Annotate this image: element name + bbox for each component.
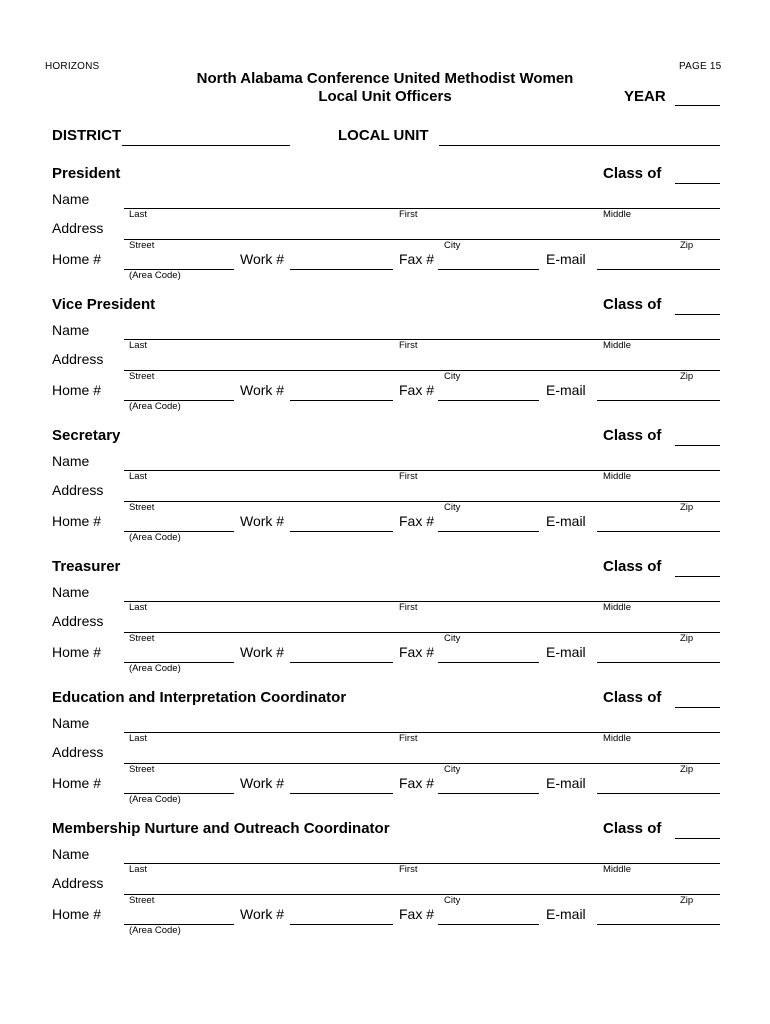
class-of-field[interactable]: [675, 314, 720, 315]
fax-label: Fax #: [399, 382, 435, 398]
fax-label: Fax #: [399, 513, 435, 529]
first-caption: First: [399, 864, 418, 875]
fax-field[interactable]: [438, 662, 539, 663]
email-label: E-mail: [546, 644, 586, 660]
address-field[interactable]: [124, 632, 720, 633]
fax-field[interactable]: [438, 269, 539, 270]
address-label: Address: [52, 613, 104, 629]
area-code-caption: (Area Code): [129, 794, 181, 805]
name-label: Name: [52, 846, 90, 862]
section-title: President: [52, 165, 121, 182]
middle-caption: Middle: [603, 209, 631, 220]
home-phone-label: Home #: [52, 251, 102, 267]
street-caption: Street: [129, 895, 155, 906]
city-caption: City: [444, 764, 461, 775]
section-title: Treasurer: [52, 558, 121, 575]
form-subtitle: Local Unit Officers: [318, 88, 452, 105]
fax-field[interactable]: [438, 400, 539, 401]
work-phone-field[interactable]: [290, 662, 393, 663]
zip-caption: Zip: [680, 502, 694, 513]
area-code-caption: (Area Code): [129, 663, 181, 674]
address-field[interactable]: [124, 370, 720, 371]
last-caption: Last: [129, 340, 147, 351]
work-phone-label: Work #: [240, 906, 285, 922]
officer-section-3: [0, 427, 770, 558]
class-of-label: Class of: [603, 165, 662, 182]
city-caption: City: [444, 633, 461, 644]
class-of-field[interactable]: [675, 576, 720, 577]
middle-caption: Middle: [603, 602, 631, 613]
fax-field[interactable]: [438, 531, 539, 532]
street-caption: Street: [129, 502, 155, 513]
first-caption: First: [399, 471, 418, 482]
section-title: Membership Nurture and Outreach Coordinator: [52, 820, 390, 837]
address-label: Address: [52, 220, 104, 236]
email-field[interactable]: [597, 531, 720, 532]
city-caption: City: [444, 502, 461, 513]
address-field[interactable]: [124, 894, 720, 895]
district-label: DISTRICT: [52, 127, 122, 144]
work-phone-field[interactable]: [290, 924, 393, 925]
email-label: E-mail: [546, 906, 586, 922]
work-phone-label: Work #: [240, 251, 285, 267]
fax-label: Fax #: [399, 906, 435, 922]
email-field[interactable]: [597, 400, 720, 401]
class-of-label: Class of: [603, 558, 662, 575]
work-phone-field[interactable]: [290, 531, 393, 532]
area-code-caption: (Area Code): [129, 925, 181, 936]
officer-section-2: [0, 296, 770, 427]
name-label: Name: [52, 191, 90, 207]
address-field[interactable]: [124, 501, 720, 502]
work-phone-field[interactable]: [290, 793, 393, 794]
fax-field[interactable]: [438, 924, 539, 925]
year-label: YEAR: [624, 88, 666, 105]
fax-label: Fax #: [399, 644, 435, 660]
officer-section-4: [0, 558, 770, 689]
fax-label: Fax #: [399, 251, 435, 267]
address-label: Address: [52, 482, 104, 498]
zip-caption: Zip: [680, 240, 694, 251]
street-caption: Street: [129, 633, 155, 644]
area-code-caption: (Area Code): [129, 401, 181, 412]
fax-field[interactable]: [438, 793, 539, 794]
first-caption: First: [399, 340, 418, 351]
email-field[interactable]: [597, 269, 720, 270]
email-label: E-mail: [546, 513, 586, 529]
class-of-label: Class of: [603, 689, 662, 706]
email-field[interactable]: [597, 924, 720, 925]
city-caption: City: [444, 240, 461, 251]
fax-label: Fax #: [399, 775, 435, 791]
home-phone-label: Home #: [52, 906, 102, 922]
work-phone-field[interactable]: [290, 400, 393, 401]
zip-caption: Zip: [680, 895, 694, 906]
home-phone-label: Home #: [52, 644, 102, 660]
officer-section-6: [0, 820, 770, 951]
officer-section-5: [0, 689, 770, 820]
first-caption: First: [399, 733, 418, 744]
last-caption: Last: [129, 209, 147, 220]
first-caption: First: [399, 209, 418, 220]
home-phone-label: Home #: [52, 775, 102, 791]
first-caption: First: [399, 602, 418, 613]
email-label: E-mail: [546, 382, 586, 398]
class-of-field[interactable]: [675, 707, 720, 708]
work-phone-label: Work #: [240, 775, 285, 791]
email-field[interactable]: [597, 662, 720, 663]
middle-caption: Middle: [603, 864, 631, 875]
form-title: North Alabama Conference United Methodist Women: [196, 70, 574, 87]
year-field[interactable]: [675, 105, 720, 106]
class-of-label: Class of: [603, 296, 662, 313]
city-caption: City: [444, 895, 461, 906]
work-phone-label: Work #: [240, 382, 285, 398]
email-field[interactable]: [597, 793, 720, 794]
local-unit-label: LOCAL UNIT: [338, 127, 429, 144]
class-of-label: Class of: [603, 427, 662, 444]
middle-caption: Middle: [603, 733, 631, 744]
class-of-field[interactable]: [675, 838, 720, 839]
section-title: Education and Interpretation Coordinator: [52, 689, 347, 706]
name-label: Name: [52, 715, 90, 731]
name-label: Name: [52, 453, 90, 469]
middle-caption: Middle: [603, 340, 631, 351]
address-label: Address: [52, 744, 104, 760]
work-phone-label: Work #: [240, 513, 285, 529]
work-phone-field[interactable]: [290, 269, 393, 270]
last-caption: Last: [129, 471, 147, 482]
address-label: Address: [52, 875, 104, 891]
page-number: PAGE 15: [679, 61, 722, 72]
street-caption: Street: [129, 240, 155, 251]
officer-section-1: [0, 165, 770, 296]
class-of-label: Class of: [603, 820, 662, 837]
email-label: E-mail: [546, 775, 586, 791]
street-caption: Street: [129, 371, 155, 382]
last-caption: Last: [129, 602, 147, 613]
section-title: Vice President: [52, 296, 156, 313]
zip-caption: Zip: [680, 633, 694, 644]
work-phone-label: Work #: [240, 644, 285, 660]
publication-label: HORIZONS: [45, 61, 100, 72]
city-caption: City: [444, 371, 461, 382]
district-field[interactable]: [122, 145, 290, 146]
section-title: Secretary: [52, 427, 121, 444]
last-caption: Last: [129, 733, 147, 744]
address-field[interactable]: [124, 239, 720, 240]
name-label: Name: [52, 584, 90, 600]
home-phone-label: Home #: [52, 382, 102, 398]
email-label: E-mail: [546, 251, 586, 267]
address-label: Address: [52, 351, 104, 367]
home-phone-label: Home #: [52, 513, 102, 529]
area-code-caption: (Area Code): [129, 532, 181, 543]
street-caption: Street: [129, 764, 155, 775]
name-label: Name: [52, 322, 90, 338]
class-of-field[interactable]: [675, 445, 720, 446]
middle-caption: Middle: [603, 471, 631, 482]
zip-caption: Zip: [680, 371, 694, 382]
zip-caption: Zip: [680, 764, 694, 775]
last-caption: Last: [129, 864, 147, 875]
class-of-field[interactable]: [675, 183, 720, 184]
address-field[interactable]: [124, 763, 720, 764]
area-code-caption: (Area Code): [129, 270, 181, 281]
local-unit-field[interactable]: [439, 145, 720, 146]
